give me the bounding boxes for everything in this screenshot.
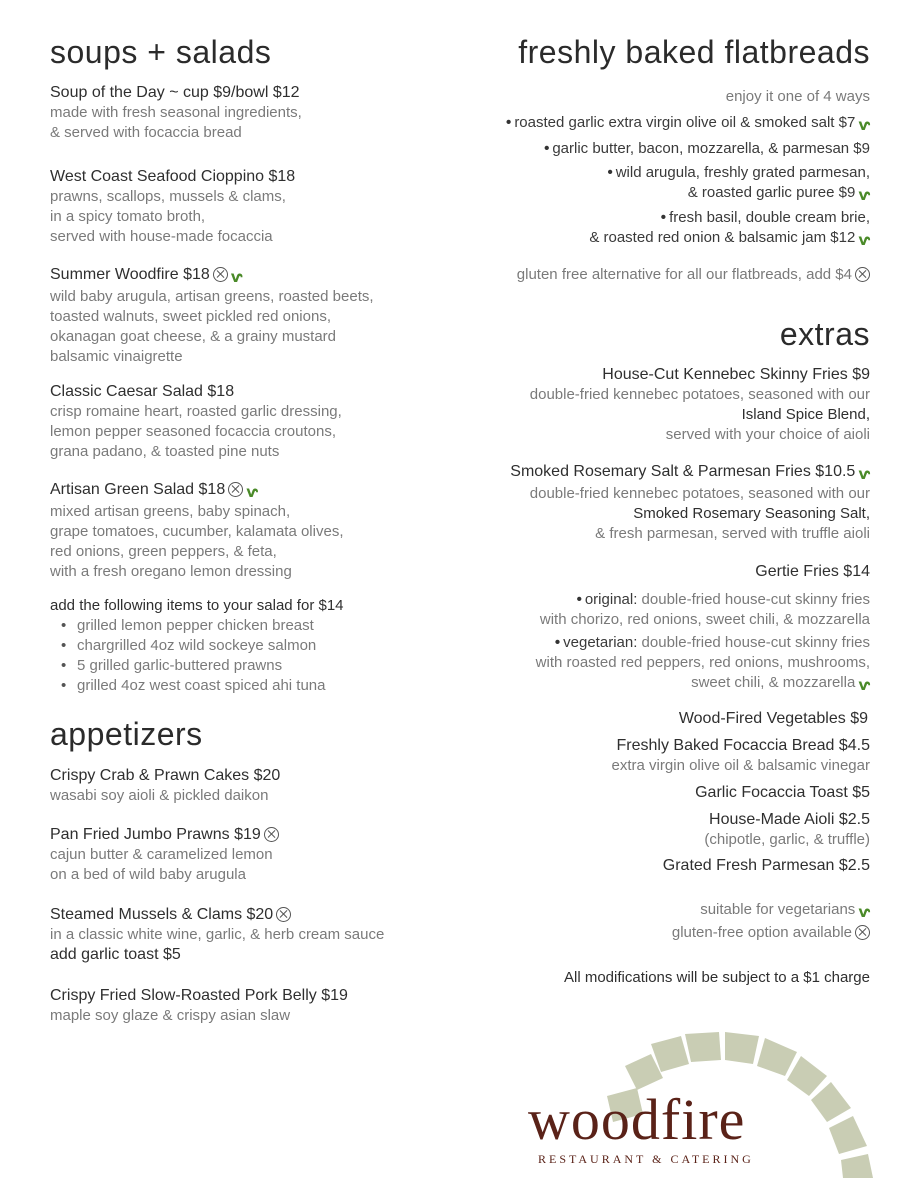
item-desc: & served with focaccia bread: [50, 124, 242, 141]
item-addon: add garlic toast $5: [50, 946, 181, 963]
item-desc: toasted walnuts, sweet pickled red onions,: [50, 308, 331, 325]
menu-item-jumbo-prawns: [50, 825, 279, 885]
modifications-note: All modifications will be subject to a $1 charge: [564, 969, 870, 986]
section-title-flatbreads: freshly baked flatbreads: [518, 34, 870, 70]
option-text: roasted garlic extra virgin olive oil & smoked salt $7: [514, 114, 856, 131]
item-name: West Coast Seafood Cioppino $18: [50, 168, 296, 185]
option-line: [536, 673, 870, 695]
menu-item-summer-woodfire: [50, 265, 374, 367]
gluten-free-icon: [855, 925, 870, 940]
option-text: double-fried house-cut skinny fries: [641, 591, 870, 608]
arch-stone: [787, 1056, 827, 1096]
option-text: garlic butter, bacon, mozzarella, & parmesan $9: [552, 140, 870, 157]
list-item: • chargrilled 4oz wild sockeye salmon: [50, 636, 344, 656]
section-title-appetizers: appetizers: [50, 716, 203, 752]
item-name: Artisan Green Salad $18: [50, 481, 226, 498]
option-text: with roasted red peppers, red onions, mushrooms,: [535, 654, 870, 671]
item-name: House-Cut Kennebec Skinny Fries $9: [602, 366, 870, 383]
option-line: [607, 163, 870, 183]
menu-item-pork-belly: [50, 986, 348, 1026]
flatbread-option: [607, 163, 870, 205]
item-desc: (chipotle, garlic, & truffle): [704, 831, 870, 848]
option-text: & roasted garlic puree $9: [687, 184, 856, 201]
menu-item-garlic-toast: Garlic Focaccia Toast $5: [695, 784, 870, 801]
option-text: fresh basil, double cream brie,: [669, 209, 870, 226]
item-name-row: [510, 462, 870, 484]
item-name: Soup of the Day ~ cup $9/bowl $12: [50, 84, 300, 101]
item-desc: wild baby arugula, artisan greens, roasted beets,: [50, 288, 374, 305]
item-desc: grape tomatoes, cucumber, kalamata olives,: [50, 523, 344, 540]
item-desc: double-fried kennebec potatoes, seasoned with our: [529, 485, 870, 502]
menu-item-mussels-clams: [50, 905, 384, 965]
flatbread-option: [506, 113, 870, 135]
option-line: [589, 208, 870, 228]
addons-list: [50, 616, 344, 696]
item-name: Summer Woodfire $18: [50, 266, 210, 283]
menu-item-wood-fired-vegetables: Wood-Fired Vegetables $9: [678, 710, 868, 727]
option-text: double-fried house-cut skinny fries: [641, 634, 870, 651]
item-desc: extra virgin olive oil & balsamic vinegar: [611, 757, 870, 774]
spacer: [536, 582, 870, 590]
item-name-row: [50, 265, 374, 287]
menu-item-cioppino: [50, 167, 295, 247]
item-name: Pan Fried Jumbo Prawns $19: [50, 826, 261, 843]
item-desc: cajun butter & caramelized lemon: [50, 846, 273, 863]
arch-stone: [841, 1154, 873, 1178]
legend-gluten-free: [672, 923, 870, 943]
item-desc: red onions, green peppers, & feta,: [50, 543, 277, 560]
flatbread-intro: enjoy it one of 4 ways: [725, 88, 870, 105]
item-highlight: Island Spice Blend,: [741, 406, 870, 423]
flatbread-option: [544, 139, 870, 159]
option-text: sweet chili, & mozzarella: [691, 674, 856, 691]
item-name-row: [50, 480, 343, 502]
arch-stone: [829, 1116, 867, 1154]
vegetarian-leaf-icon: ⱱ: [230, 268, 243, 286]
option-text: with chorizo, red onions, sweet chili, & mozzarella: [539, 611, 870, 628]
list-item: • grilled 4oz west coast spiced ahi tuna: [50, 676, 344, 696]
menu-item-skinny-fries: [530, 365, 870, 445]
item-name: Smoked Rosemary Salt & Parmesan Fries $10.5: [510, 463, 856, 480]
gluten-free-icon: [213, 267, 228, 282]
section-title-extras: extras: [779, 316, 870, 352]
gluten-free-icon: [276, 907, 291, 922]
menu-item-rosemary-fries: [510, 462, 870, 544]
item-highlight: Smoked Rosemary Seasoning Salt,: [633, 505, 870, 522]
item-name: Gertie Fries $14: [755, 563, 870, 580]
logo-wordmark: woodfire: [528, 1087, 746, 1152]
item-desc: & fresh parmesan, served with truffle aioli: [595, 525, 870, 542]
vegetarian-leaf-icon: ⱱ: [858, 903, 870, 921]
item-desc: in a classic white wine, garlic, & herb cream sauce: [50, 926, 385, 943]
gluten-free-icon: [855, 267, 870, 282]
item-name-row: [50, 825, 279, 845]
option-line: [589, 228, 870, 250]
gertie-option-vegetarian: [536, 633, 870, 653]
item-desc: wasabi soy aioli & pickled daikon: [50, 787, 269, 804]
option-text: & roasted red onion & balsamic jam $12: [589, 229, 856, 246]
gertie-option-original: [536, 590, 870, 610]
item-desc: okanagan goat cheese, & a grainy mustard: [50, 328, 337, 345]
item-desc: on a bed of wild baby arugula: [50, 866, 246, 883]
arch-stone: [757, 1038, 797, 1076]
logo-subtitle: RESTAURANT & CATERING: [538, 1152, 754, 1166]
bullet: •: [554, 634, 561, 651]
menu-item-crab-cakes: [50, 766, 280, 806]
legend-text: gluten-free option available: [671, 924, 852, 941]
menu-item-house-aioli: [704, 810, 870, 850]
item-desc: crisp romaine heart, roasted garlic dressing,: [50, 403, 342, 420]
bullet: •: [544, 140, 550, 157]
menu-item-gertie-fries: [536, 562, 870, 695]
item-desc: made with fresh seasonal ingredients,: [50, 104, 302, 121]
flatbread-gluten-free-note: [517, 265, 870, 285]
item-desc: mixed artisan greens, baby spinach,: [50, 503, 291, 520]
arch-stone: [685, 1032, 721, 1062]
option-text: wild arugula, freshly grated parmesan,: [615, 164, 870, 181]
item-name: Freshly Baked Focaccia Bread $4.5: [616, 737, 870, 754]
gluten-free-icon: [228, 482, 243, 497]
option-line: [607, 183, 870, 205]
vegetarian-leaf-icon: ⱱ: [858, 676, 870, 694]
item-name: House-Made Aioli $2.5: [709, 811, 870, 828]
menu-item-caesar: [50, 382, 342, 462]
bullet: •: [607, 164, 613, 181]
item-desc: maple soy glaze & crispy asian slaw: [50, 1007, 291, 1024]
item-desc: balsamic vinaigrette: [50, 348, 183, 365]
section-title-soups-salads: soups + salads: [50, 34, 272, 70]
bullet: •: [506, 114, 512, 131]
item-desc: with a fresh oregano lemon dressing: [50, 563, 292, 580]
gluten-free-icon: [264, 827, 279, 842]
item-desc: double-fried kennebec potatoes, seasoned with our: [529, 386, 870, 403]
list-item: • grilled lemon pepper chicken breast: [50, 616, 344, 636]
menu-item-focaccia: [612, 736, 870, 776]
option-label: original:: [584, 591, 638, 608]
item-name: Crispy Crab & Prawn Cakes $20: [50, 767, 281, 784]
bullet: •: [660, 209, 667, 226]
menu-item-soup-of-the-day: [50, 83, 302, 143]
vegetarian-leaf-icon: ⱱ: [246, 483, 258, 501]
vegetarian-leaf-icon: ⱱ: [858, 465, 870, 483]
item-desc: prawns, scallops, mussels & clams,: [50, 188, 286, 205]
item-name-row: [50, 905, 384, 925]
menu-item-artisan-green: [50, 480, 343, 582]
item-desc: in a spicy tomato broth,: [50, 208, 206, 225]
vegetarian-leaf-icon: ⱱ: [858, 186, 870, 204]
legend-vegetarian: [700, 900, 870, 922]
legend-text: suitable for vegetarians: [700, 901, 856, 918]
item-desc: served with your choice of aioli: [665, 426, 870, 443]
item-desc: grana padano, & toasted pine nuts: [50, 443, 280, 460]
item-desc: lemon pepper seasoned focaccia croutons,: [50, 423, 337, 440]
list-item: • 5 grilled garlic-buttered prawns: [50, 656, 344, 676]
note-text: gluten free alternative for all our flatbreads, add $4: [516, 266, 852, 283]
menu-item-parmesan: Grated Fresh Parmesan $2.5: [662, 857, 870, 874]
arch-stone: [725, 1032, 759, 1064]
option-label: vegetarian:: [563, 634, 638, 651]
vegetarian-leaf-icon: ⱱ: [858, 116, 870, 134]
bullet: •: [576, 591, 582, 608]
item-desc: served with house-made focaccia: [50, 228, 273, 245]
salad-addons: [50, 596, 344, 696]
flatbread-option: [589, 208, 870, 250]
item-name: Steamed Mussels & Clams $20: [50, 906, 274, 923]
arch-stone: [811, 1082, 851, 1122]
addons-intro: add the following items to your salad for $14: [50, 597, 344, 614]
item-name: Classic Caesar Salad $18: [50, 383, 235, 400]
item-name: Crispy Fried Slow-Roasted Pork Belly $19: [50, 987, 348, 1004]
vegetarian-leaf-icon: ⱱ: [858, 231, 870, 249]
